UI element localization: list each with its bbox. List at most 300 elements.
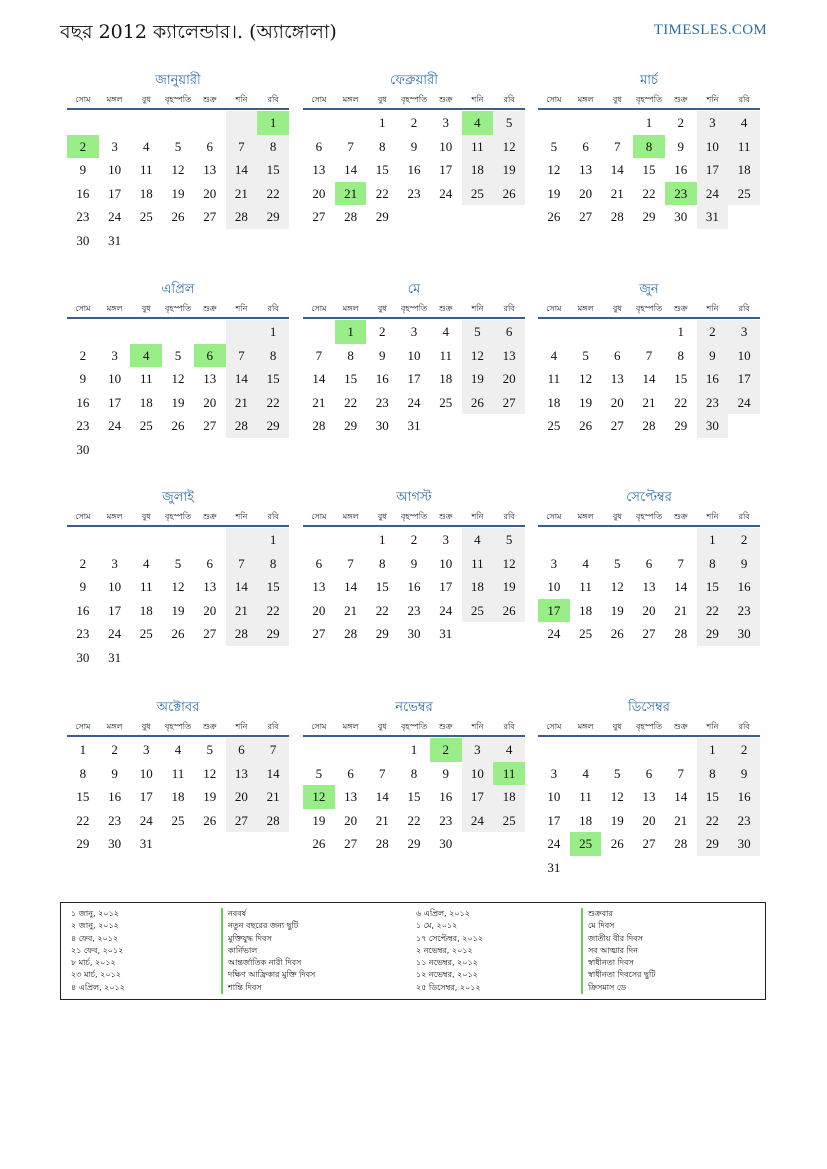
holiday-day-cell[interactable]: 23 — [665, 182, 697, 206]
day-cell[interactable]: 23 — [76, 626, 90, 641]
day-cell[interactable]: 26 — [203, 812, 217, 828]
day-cell[interactable]: 27 — [579, 209, 593, 224]
day-cell[interactable]: 23 — [697, 391, 729, 415]
day-cell[interactable]: 12 — [493, 135, 525, 159]
day-cell[interactable]: 4 — [462, 528, 494, 552]
day-cell[interactable]: 28 — [642, 418, 656, 433]
day-cell[interactable]: 4 — [728, 111, 760, 135]
day-cell[interactable]: 21 — [226, 182, 258, 206]
day-cell[interactable]: 9 — [442, 765, 449, 781]
day-cell[interactable]: 14 — [610, 162, 624, 177]
day-cell[interactable]: 31 — [407, 418, 421, 433]
day-cell[interactable]: 22 — [375, 185, 389, 201]
day-cell[interactable]: 7 — [347, 138, 354, 154]
holiday-day-cell[interactable]: 6 — [194, 344, 226, 368]
day-cell[interactable]: 19 — [312, 812, 326, 828]
day-cell[interactable]: 16 — [108, 789, 122, 804]
day-cell[interactable]: 6 — [206, 138, 213, 154]
day-cell[interactable]: 16 — [407, 579, 421, 594]
day-cell[interactable]: 27 — [226, 809, 258, 833]
day-cell[interactable]: 14 — [226, 367, 258, 391]
holiday-day-cell[interactable]: 8 — [633, 135, 665, 159]
day-cell[interactable]: 15 — [257, 575, 289, 599]
day-cell[interactable]: 15 — [257, 367, 289, 391]
day-cell[interactable]: 19 — [579, 394, 593, 410]
day-cell[interactable]: 13 — [226, 762, 258, 786]
day-cell[interactable]: 7 — [677, 555, 684, 571]
day-cell[interactable]: 19 — [610, 602, 624, 618]
day-cell[interactable]: 28 — [226, 414, 258, 438]
day-cell[interactable]: 19 — [171, 602, 185, 618]
day-cell[interactable]: 25 — [171, 812, 185, 828]
day-cell[interactable]: 23 — [108, 812, 122, 828]
day-cell[interactable]: 28 — [674, 836, 688, 851]
day-cell[interactable]: 6 — [315, 555, 323, 571]
day-cell[interactable]: 14 — [344, 579, 358, 594]
day-cell[interactable]: 19 — [171, 185, 185, 201]
day-cell[interactable]: 25 — [462, 182, 494, 206]
day-cell[interactable]: 15 — [76, 789, 90, 804]
day-cell[interactable]: 30 — [375, 418, 389, 433]
day-cell[interactable]: 20 — [642, 602, 656, 618]
day-cell[interactable]: 11 — [728, 135, 760, 159]
day-cell[interactable]: 26 — [171, 626, 185, 641]
day-cell[interactable]: 17 — [139, 789, 153, 804]
day-cell[interactable]: 12 — [171, 579, 185, 594]
day-cell[interactable]: 26 — [610, 626, 624, 641]
day-cell[interactable]: 2 — [410, 115, 418, 130]
day-cell[interactable]: 6 — [645, 765, 653, 781]
day-cell[interactable]: 17 — [547, 812, 561, 828]
day-cell[interactable]: 14 — [226, 575, 258, 599]
day-cell[interactable]: 30 — [108, 836, 122, 851]
day-cell[interactable]: 4 — [582, 555, 589, 571]
holiday-day-cell[interactable]: 2 — [430, 738, 462, 762]
day-cell[interactable]: 13 — [312, 579, 326, 594]
day-cell[interactable]: 10 — [697, 135, 729, 159]
day-cell[interactable]: 7 — [347, 555, 354, 571]
day-cell[interactable]: 30 — [76, 232, 90, 248]
day-cell[interactable]: 12 — [547, 162, 561, 177]
day-cell[interactable]: 6 — [582, 138, 589, 154]
day-cell[interactable]: 27 — [203, 209, 217, 224]
day-cell[interactable]: 15 — [407, 789, 421, 804]
day-cell[interactable]: 14 — [344, 162, 358, 177]
day-cell[interactable]: 20 — [312, 185, 326, 201]
day-cell[interactable]: 17 — [439, 579, 453, 594]
day-cell[interactable]: 3 — [111, 347, 118, 363]
day-cell[interactable]: 18 — [139, 185, 153, 201]
day-cell[interactable]: 13 — [203, 579, 217, 594]
day-cell[interactable]: 8 — [379, 138, 386, 154]
day-cell[interactable]: 27 — [493, 391, 525, 415]
day-cell[interactable]: 10 — [547, 789, 561, 804]
day-cell[interactable]: 22 — [257, 182, 289, 206]
day-cell[interactable]: 29 — [407, 836, 421, 851]
day-cell[interactable]: 30 — [76, 649, 90, 665]
day-cell[interactable]: 24 — [108, 418, 122, 433]
day-cell[interactable]: 9 — [677, 138, 684, 154]
day-cell[interactable]: 13 — [203, 162, 217, 177]
day-cell[interactable]: 12 — [610, 579, 624, 594]
day-cell[interactable]: 11 — [579, 579, 592, 594]
day-cell[interactable]: 8 — [347, 347, 354, 363]
day-cell[interactable]: 21 — [344, 602, 358, 618]
day-cell[interactable]: 16 — [697, 367, 729, 391]
day-cell[interactable]: 7 — [257, 738, 289, 762]
day-cell[interactable]: 15 — [697, 575, 729, 599]
day-cell[interactable]: 10 — [139, 765, 153, 781]
day-cell[interactable]: 8 — [410, 765, 418, 781]
day-cell[interactable]: 2 — [728, 738, 760, 762]
day-cell[interactable]: 13 — [344, 789, 358, 804]
day-cell[interactable]: 19 — [493, 575, 525, 599]
day-cell[interactable]: 17 — [407, 371, 421, 386]
day-cell[interactable]: 21 — [610, 185, 624, 201]
day-cell[interactable]: 1 — [257, 320, 289, 344]
holiday-day-cell[interactable]: 17 — [538, 599, 570, 623]
day-cell[interactable]: 26 — [493, 599, 525, 623]
day-cell[interactable]: 27 — [642, 836, 656, 851]
day-cell[interactable]: 12 — [462, 344, 494, 368]
day-cell[interactable]: 28 — [226, 205, 258, 229]
day-cell[interactable]: 20 — [203, 394, 217, 410]
day-cell[interactable]: 14 — [674, 579, 688, 594]
day-cell[interactable]: 3 — [550, 555, 558, 571]
day-cell[interactable]: 21 — [226, 391, 258, 415]
day-cell[interactable]: 9 — [728, 552, 760, 576]
day-cell[interactable]: 22 — [257, 391, 289, 415]
day-cell[interactable]: 15 — [697, 785, 729, 809]
day-cell[interactable]: 11 — [547, 371, 561, 386]
day-cell[interactable]: 10 — [108, 371, 122, 386]
day-cell[interactable]: 31 — [697, 205, 729, 229]
day-cell[interactable]: 10 — [439, 555, 453, 571]
day-cell[interactable]: 13 — [493, 344, 525, 368]
day-cell[interactable]: 24 — [108, 626, 122, 641]
day-cell[interactable]: 2 — [410, 532, 418, 547]
day-cell[interactable]: 30 — [674, 209, 688, 224]
day-cell[interactable]: 3 — [728, 320, 760, 344]
day-cell[interactable]: 13 — [203, 371, 217, 386]
day-cell[interactable]: 6 — [206, 555, 213, 571]
day-cell[interactable]: 14 — [674, 789, 688, 804]
day-cell[interactable]: 9 — [697, 344, 729, 368]
day-cell[interactable]: 25 — [439, 394, 453, 410]
day-cell[interactable]: 27 — [312, 626, 326, 641]
day-cell[interactable]: 3 — [111, 138, 118, 154]
day-cell[interactable]: 22 — [642, 185, 656, 201]
day-cell[interactable]: 6 — [226, 738, 258, 762]
day-cell[interactable]: 2 — [79, 555, 87, 571]
day-cell[interactable]: 20 — [226, 785, 258, 809]
day-cell[interactable]: 5 — [174, 555, 182, 571]
day-cell[interactable]: 16 — [407, 162, 421, 177]
day-cell[interactable]: 27 — [203, 626, 217, 641]
day-cell[interactable]: 30 — [76, 441, 90, 457]
day-cell[interactable]: 9 — [79, 579, 87, 594]
day-cell[interactable]: 26 — [610, 836, 624, 851]
day-cell[interactable]: 16 — [439, 789, 453, 804]
day-cell[interactable]: 19 — [610, 812, 624, 828]
holiday-day-cell[interactable]: 1 — [257, 111, 289, 135]
holiday-day-cell[interactable]: 2 — [67, 135, 99, 159]
day-cell[interactable]: 7 — [645, 347, 653, 363]
day-cell[interactable]: 17 — [728, 367, 760, 391]
day-cell[interactable]: 3 — [697, 111, 729, 135]
day-cell[interactable]: 29 — [642, 209, 656, 224]
day-cell[interactable]: 26 — [547, 209, 561, 224]
day-cell[interactable]: 8 — [379, 555, 386, 571]
day-cell[interactable]: 6 — [315, 138, 323, 154]
day-cell[interactable]: 11 — [140, 371, 153, 386]
day-cell[interactable]: 23 — [407, 602, 421, 618]
day-cell[interactable]: 7 — [226, 552, 258, 576]
day-cell[interactable]: 28 — [257, 809, 289, 833]
day-cell[interactable]: 25 — [139, 209, 153, 224]
day-cell[interactable]: 3 — [143, 742, 150, 757]
day-cell[interactable]: 24 — [697, 182, 729, 206]
day-cell[interactable]: 29 — [674, 418, 688, 433]
holiday-day-cell[interactable]: 11 — [493, 762, 525, 786]
day-cell[interactable]: 30 — [407, 626, 421, 641]
day-cell[interactable]: 11 — [171, 765, 185, 781]
day-cell[interactable]: 9 — [79, 162, 87, 177]
day-cell[interactable]: 24 — [728, 391, 760, 415]
day-cell[interactable]: 9 — [379, 347, 386, 363]
day-cell[interactable]: 26 — [171, 209, 185, 224]
day-cell[interactable]: 31 — [108, 649, 122, 665]
site-name[interactable]: TIMESLES.COM — [653, 22, 767, 38]
day-cell[interactable]: 7 — [226, 135, 258, 159]
day-cell[interactable]: 27 — [610, 418, 624, 433]
day-cell[interactable]: 18 — [547, 394, 561, 410]
day-cell[interactable]: 1 — [79, 742, 87, 757]
day-cell[interactable]: 20 — [203, 602, 217, 618]
day-cell[interactable]: 25 — [493, 809, 525, 833]
day-cell[interactable]: 6 — [614, 347, 621, 363]
day-cell[interactable]: 12 — [610, 789, 624, 804]
day-cell[interactable]: 5 — [614, 555, 621, 571]
day-cell[interactable]: 22 — [375, 602, 389, 618]
day-cell[interactable]: 24 — [547, 626, 561, 641]
day-cell[interactable]: 23 — [375, 394, 389, 410]
day-cell[interactable]: 29 — [257, 622, 289, 646]
day-cell[interactable]: 5 — [174, 138, 182, 154]
day-cell[interactable]: 1 — [410, 742, 418, 757]
day-cell[interactable]: 17 — [108, 185, 122, 201]
day-cell[interactable]: 28 — [344, 626, 358, 641]
day-cell[interactable]: 8 — [697, 552, 729, 576]
day-cell[interactable]: 10 — [407, 347, 421, 363]
day-cell[interactable]: 1 — [379, 532, 386, 547]
day-cell[interactable]: 17 — [697, 158, 729, 182]
day-cell[interactable]: 29 — [344, 418, 358, 433]
day-cell[interactable]: 20 — [579, 185, 593, 201]
day-cell[interactable]: 5 — [315, 765, 323, 781]
day-cell[interactable]: 13 — [579, 162, 593, 177]
day-cell[interactable]: 20 — [344, 812, 358, 828]
day-cell[interactable]: 23 — [439, 812, 453, 828]
day-cell[interactable]: 3 — [442, 115, 449, 130]
holiday-day-cell[interactable]: 1 — [335, 320, 367, 344]
day-cell[interactable]: 11 — [462, 135, 494, 159]
day-cell[interactable]: 24 — [407, 394, 421, 410]
day-cell[interactable]: 27 — [312, 209, 326, 224]
day-cell[interactable]: 20 — [610, 394, 624, 410]
day-cell[interactable]: 14 — [312, 371, 326, 386]
day-cell[interactable]: 18 — [439, 371, 453, 386]
day-cell[interactable]: 18 — [728, 158, 760, 182]
day-cell[interactable]: 4 — [174, 742, 182, 757]
day-cell[interactable]: 5 — [206, 742, 213, 757]
day-cell[interactable]: 31 — [139, 836, 153, 851]
day-cell[interactable]: 4 — [442, 324, 449, 339]
day-cell[interactable]: 19 — [547, 185, 561, 201]
day-cell[interactable]: 27 — [642, 626, 656, 641]
day-cell[interactable]: 1 — [645, 115, 653, 130]
day-cell[interactable]: 1 — [379, 115, 386, 130]
day-cell[interactable]: 8 — [697, 762, 729, 786]
day-cell[interactable]: 16 — [375, 371, 389, 386]
day-cell[interactable]: 29 — [697, 832, 729, 856]
day-cell[interactable]: 26 — [579, 418, 593, 433]
day-cell[interactable]: 27 — [203, 418, 217, 433]
day-cell[interactable]: 21 — [257, 785, 289, 809]
day-cell[interactable]: 5 — [614, 765, 621, 781]
day-cell[interactable]: 6 — [645, 555, 653, 571]
day-cell[interactable]: 2 — [111, 742, 118, 757]
day-cell[interactable]: 13 — [312, 162, 326, 177]
day-cell[interactable]: 7 — [226, 344, 258, 368]
day-cell[interactable]: 12 — [203, 765, 217, 781]
day-cell[interactable]: 4 — [143, 138, 150, 154]
day-cell[interactable]: 19 — [462, 367, 494, 391]
day-cell[interactable]: 8 — [79, 765, 87, 781]
day-cell[interactable]: 25 — [579, 626, 593, 641]
day-cell[interactable]: 28 — [674, 626, 688, 641]
day-cell[interactable]: 30 — [728, 832, 760, 856]
day-cell[interactable]: 4 — [143, 555, 150, 571]
day-cell[interactable]: 7 — [379, 765, 386, 781]
day-cell[interactable]: 30 — [697, 414, 729, 438]
holiday-day-cell[interactable]: 12 — [303, 785, 335, 809]
holiday-day-cell[interactable]: 21 — [335, 182, 367, 206]
day-cell[interactable]: 16 — [76, 185, 90, 201]
day-cell[interactable]: 23 — [76, 418, 90, 433]
day-cell[interactable]: 2 — [728, 528, 760, 552]
day-cell[interactable]: 19 — [493, 158, 525, 182]
day-cell[interactable]: 24 — [439, 602, 453, 618]
day-cell[interactable]: 18 — [139, 602, 153, 618]
day-cell[interactable]: 25 — [462, 599, 494, 623]
day-cell[interactable]: 29 — [257, 414, 289, 438]
day-cell[interactable]: 1 — [257, 528, 289, 552]
day-cell[interactable]: 5 — [462, 320, 494, 344]
day-cell[interactable]: 5 — [582, 347, 589, 363]
day-cell[interactable]: 25 — [728, 182, 760, 206]
day-cell[interactable]: 22 — [674, 394, 688, 410]
day-cell[interactable]: 16 — [728, 785, 760, 809]
day-cell[interactable]: 20 — [203, 185, 217, 201]
day-cell[interactable]: 18 — [579, 602, 593, 618]
day-cell[interactable]: 6 — [347, 765, 354, 781]
day-cell[interactable]: 31 — [439, 626, 453, 641]
day-cell[interactable]: 22 — [697, 599, 729, 623]
day-cell[interactable]: 14 — [642, 371, 656, 386]
holiday-day-cell[interactable]: 25 — [570, 832, 602, 856]
day-cell[interactable]: 16 — [728, 575, 760, 599]
day-cell[interactable]: 9 — [410, 555, 418, 571]
day-cell[interactable]: 28 — [312, 418, 326, 433]
day-cell[interactable]: 24 — [547, 836, 561, 851]
day-cell[interactable]: 13 — [642, 789, 656, 804]
day-cell[interactable]: 26 — [312, 836, 326, 851]
day-cell[interactable]: 16 — [76, 394, 90, 410]
day-cell[interactable]: 11 — [439, 347, 452, 363]
day-cell[interactable]: 20 — [312, 602, 326, 618]
day-cell[interactable]: 14 — [375, 789, 389, 804]
day-cell[interactable]: 18 — [462, 158, 494, 182]
day-cell[interactable]: 29 — [257, 205, 289, 229]
day-cell[interactable]: 5 — [174, 347, 182, 363]
day-cell[interactable]: 23 — [728, 599, 760, 623]
day-cell[interactable]: 2 — [697, 320, 729, 344]
day-cell[interactable]: 21 — [674, 812, 688, 828]
day-cell[interactable]: 12 — [493, 552, 525, 576]
day-cell[interactable]: 22 — [257, 599, 289, 623]
day-cell[interactable]: 15 — [375, 162, 389, 177]
day-cell[interactable]: 6 — [493, 320, 525, 344]
day-cell[interactable]: 2 — [79, 347, 87, 363]
day-cell[interactable]: 31 — [547, 859, 561, 875]
day-cell[interactable]: 21 — [642, 394, 656, 410]
day-cell[interactable]: 17 — [439, 162, 453, 177]
day-cell[interactable]: 3 — [550, 765, 558, 781]
day-cell[interactable]: 3 — [462, 738, 494, 762]
day-cell[interactable]: 28 — [226, 622, 258, 646]
day-cell[interactable]: 13 — [642, 579, 656, 594]
day-cell[interactable]: 5 — [493, 528, 525, 552]
day-cell[interactable]: 15 — [257, 158, 289, 182]
day-cell[interactable]: 2 — [379, 324, 386, 339]
holiday-day-cell[interactable]: 4 — [130, 344, 162, 368]
day-cell[interactable]: 25 — [547, 418, 561, 433]
day-cell[interactable]: 18 — [462, 575, 494, 599]
day-cell[interactable]: 10 — [728, 344, 760, 368]
day-cell[interactable]: 29 — [375, 209, 389, 224]
day-cell[interactable]: 3 — [410, 324, 418, 339]
day-cell[interactable]: 8 — [257, 344, 289, 368]
day-cell[interactable]: 27 — [344, 836, 358, 851]
day-cell[interactable]: 15 — [642, 162, 656, 177]
day-cell[interactable]: 26 — [171, 418, 185, 433]
day-cell[interactable]: 11 — [140, 579, 153, 594]
day-cell[interactable]: 14 — [257, 762, 289, 786]
holiday-day-cell[interactable]: 4 — [462, 111, 494, 135]
day-cell[interactable]: 4 — [493, 738, 525, 762]
day-cell[interactable]: 28 — [344, 209, 358, 224]
day-cell[interactable]: 4 — [582, 765, 589, 781]
day-cell[interactable]: 1 — [697, 738, 729, 762]
day-cell[interactable]: 26 — [462, 391, 494, 415]
day-cell[interactable]: 20 — [642, 812, 656, 828]
day-cell[interactable]: 17 — [108, 602, 122, 618]
day-cell[interactable]: 18 — [171, 789, 185, 804]
day-cell[interactable]: 8 — [257, 552, 289, 576]
day-cell[interactable]: 19 — [203, 789, 217, 804]
day-cell[interactable]: 17 — [462, 785, 494, 809]
